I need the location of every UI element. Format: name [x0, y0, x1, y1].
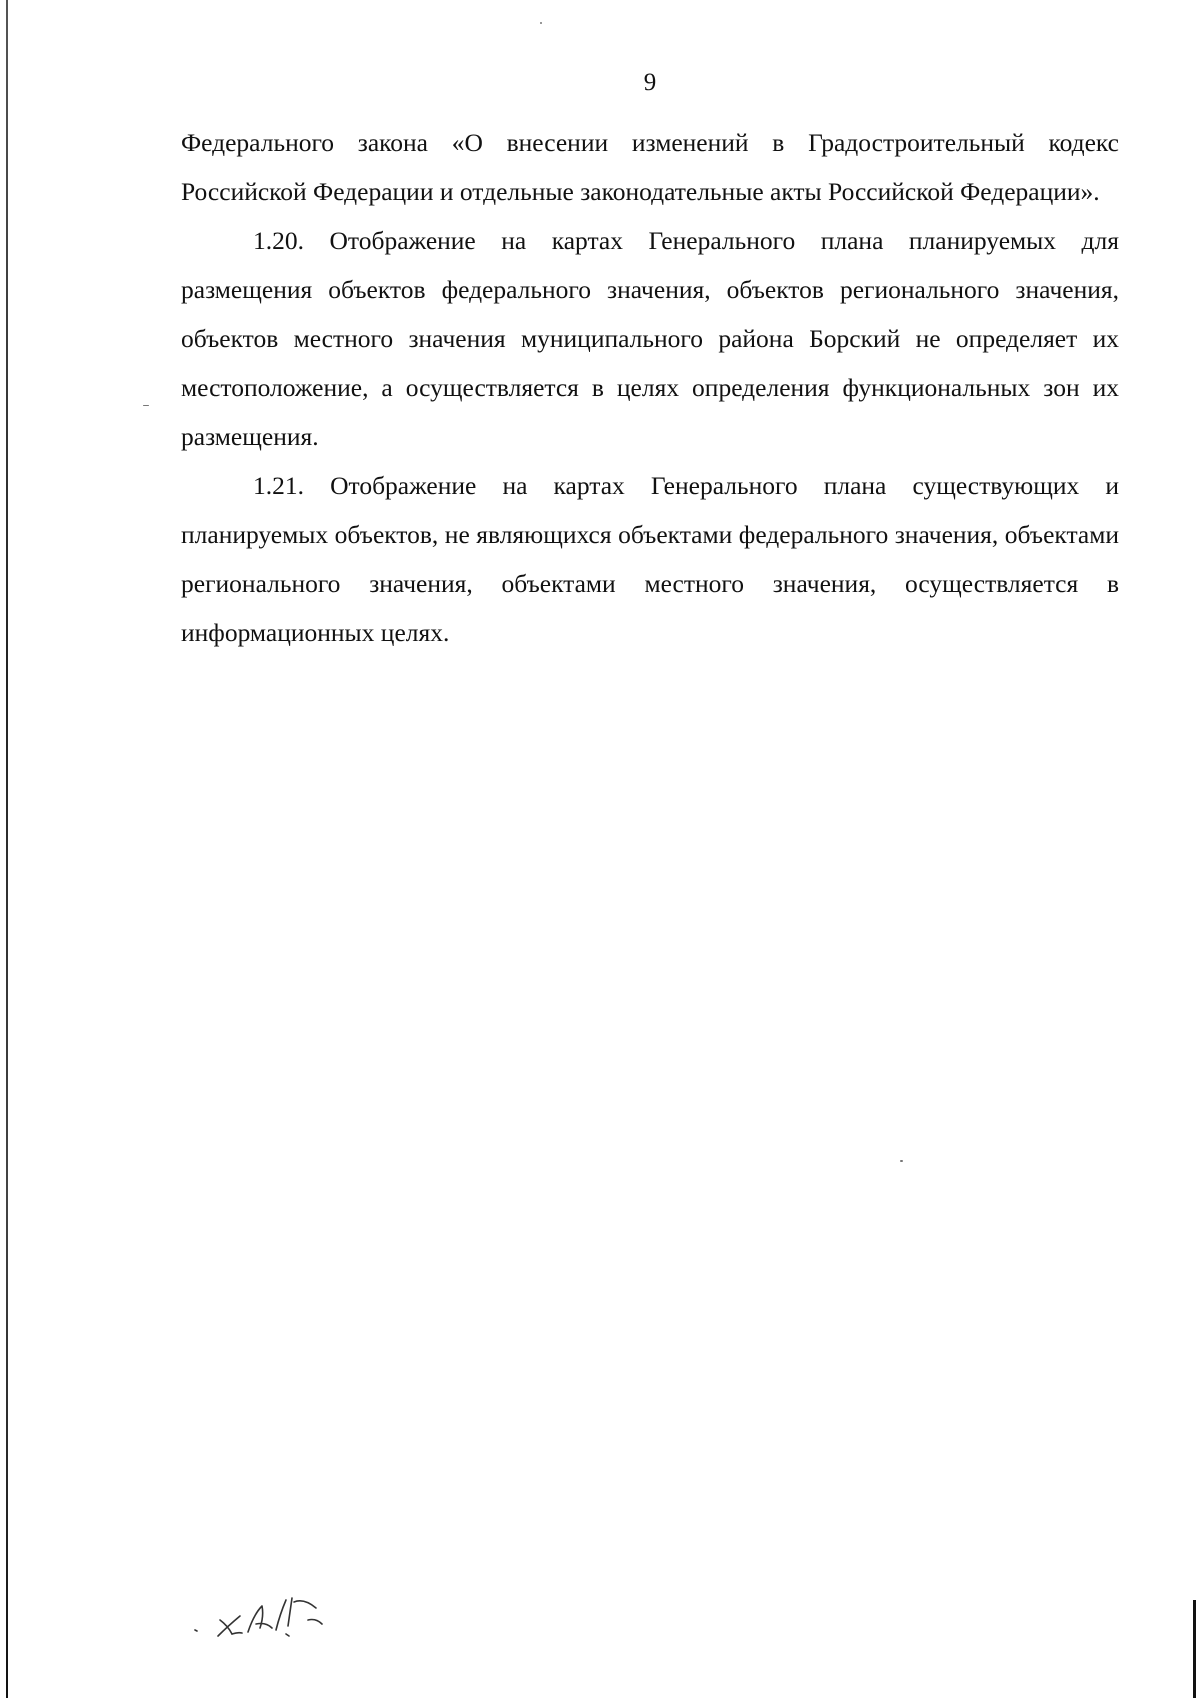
paragraph-clause-1-20: 1.20. Отображение на картах Генерального плана планируемых для размещения объектов федерального значения, объектов регионального значения, объектов местного значения муниципального района Борский не определяет их местоположение, а осуществляется в целях определения функциональных зон их размещения.	[181, 226, 1119, 451]
stray-mark	[143, 405, 149, 406]
page-number: 9	[643, 69, 657, 96]
paragraph-clause-1-21: 1.21. Отображение на картах Генерального плана существующих и планируемых объектов, не являющихся объектами федерального значения, объектами регионального значения, объектами местного значения, осуществляется в информационных целях.	[181, 471, 1119, 647]
scan-edge-right	[1193, 1600, 1196, 1698]
stray-mark	[900, 1160, 903, 1162]
paragraph-continuation: Федерального закона «О внесении изменений в Градостроительный кодекс Российской Федерации и отдельные законодательные акты Российской Федерации».	[181, 128, 1119, 206]
scan-edge-left	[6, 0, 8, 1698]
signature-icon	[190, 1580, 370, 1650]
body-text	[181, 118, 1119, 657]
stray-mark	[540, 22, 542, 24]
